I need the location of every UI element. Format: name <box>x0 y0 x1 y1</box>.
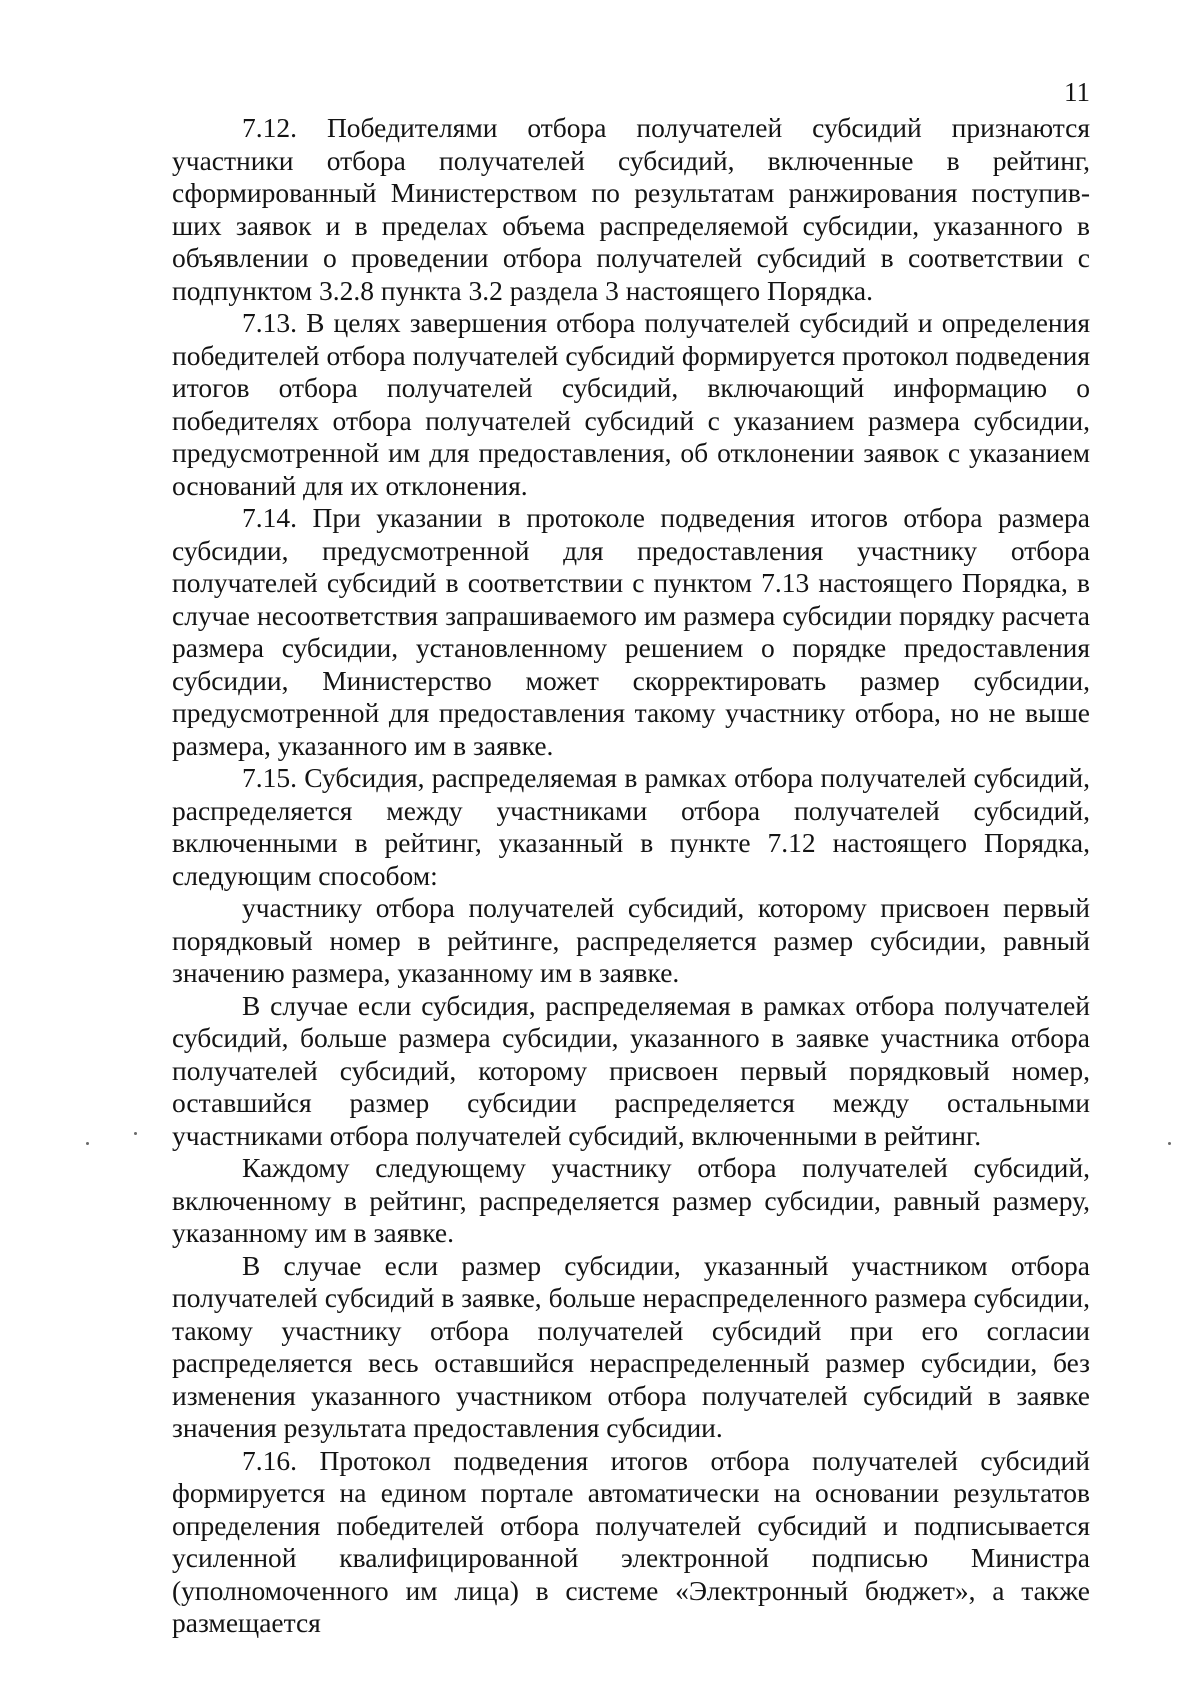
scan-speck <box>86 1142 89 1145</box>
paragraph-undistributed-remainder: В случае если размер субсидии, указанный участником отбора получателей субсидий в заявке, больше нераспределенного размера субсидии, такому участнику отбора получателей субсидий при его согласии распределяется весь оставшийся нераспределенный размер субсидии, без изменения указанного участником отбора получателей субсидий в заявке значения результата предоставления субсидии. <box>172 1249 1090 1443</box>
document-body <box>172 112 1090 1640</box>
paragraph-7-13: 7.13. В целях завершения отбора получателей субсидий и определения победителей отбора получателей субсидий формируется протокол подведения итогов отбора получателей субсидий, включающий информацию о победителях отбора получателей субсидий с указанием размера субсидии, предусмотренной им для предоставления, об отклонении заявок с указанием оснований для их отклонения. <box>172 307 1090 501</box>
paragraph-7-12: 7.12. Победителями отбора получателей субсидий признаются участники отбора получателей субсидий, включенные в рейтинг, сформированный Министерством по результатам ранжирования поступив-ших заявок и в пределах объема распределяемой субсидии, указанного в объявлении о проведении отбора получателей субсидий в соответствии с подпунктом 3.2.8 пункта 3.2 раздела 3 настоящего Порядка. <box>172 112 1090 306</box>
paragraph-first-participant: участнику отбора получателей субсидий, которому присвоен первый порядковый номер в рейтинге, распределяется размер субсидии, равный значению размера, указанному им в заявке. <box>172 892 1090 988</box>
scan-speck <box>1168 1142 1171 1145</box>
paragraph-remaining-distribution: В случае если субсидия, распределяемая в рамках отбора получателей субсидий, больше размера субсидии, указанного в заявке участника отбора получателей субсидий, которому присвоен первый порядковый номер, оставшийся размер субсидии распределяется между остальными участниками отбора получателей субсидий, включенными в рейтинг. <box>172 989 1090 1151</box>
paragraph-7-15: 7.15. Субсидия, распределяемая в рамках отбора получателей субсидий, распределяется между участниками отбора получателей субсидий, включенными в рейтинг, указанный в пункте 7.12 настоящего Порядка, следующим способом: <box>172 762 1090 891</box>
scan-speck <box>134 1132 137 1135</box>
paragraph-7-16: 7.16. Протокол подведения итогов отбора получателей субсидий формируется на едином портале автоматически на основании результатов определения победителей отбора получателей субсидий и подписывается усиленной квалифицированной электронной подписью Министра (уполномоченного им лица) в системе «Электронный бюджет», а также размещается <box>172 1444 1090 1638</box>
page-number: 11 <box>1064 77 1090 107</box>
paragraph-7-14: 7.14. При указании в протоколе подведения итогов отбора размера субсидии, предусмотренной для предоставления участнику отбора получателей субсидий в соответствии с пунктом 7.13 настоящего Порядка, в случае несоответствия запрашиваемого им размера субсидии порядку расчета размера субсидии, установленному решением о порядке предоставления субсидии, Министерство может скорректировать размер субсидии, предусмотренной для предоставления такому участнику отбора, но не выше размера, указанного им в заявке. <box>172 502 1090 761</box>
paragraph-each-next-participant: Каждому следующему участнику отбора получателей субсидий, включенному в рейтинг, распределяется размер субсидии, равный размеру, указанному им в заявке. <box>172 1152 1090 1248</box>
